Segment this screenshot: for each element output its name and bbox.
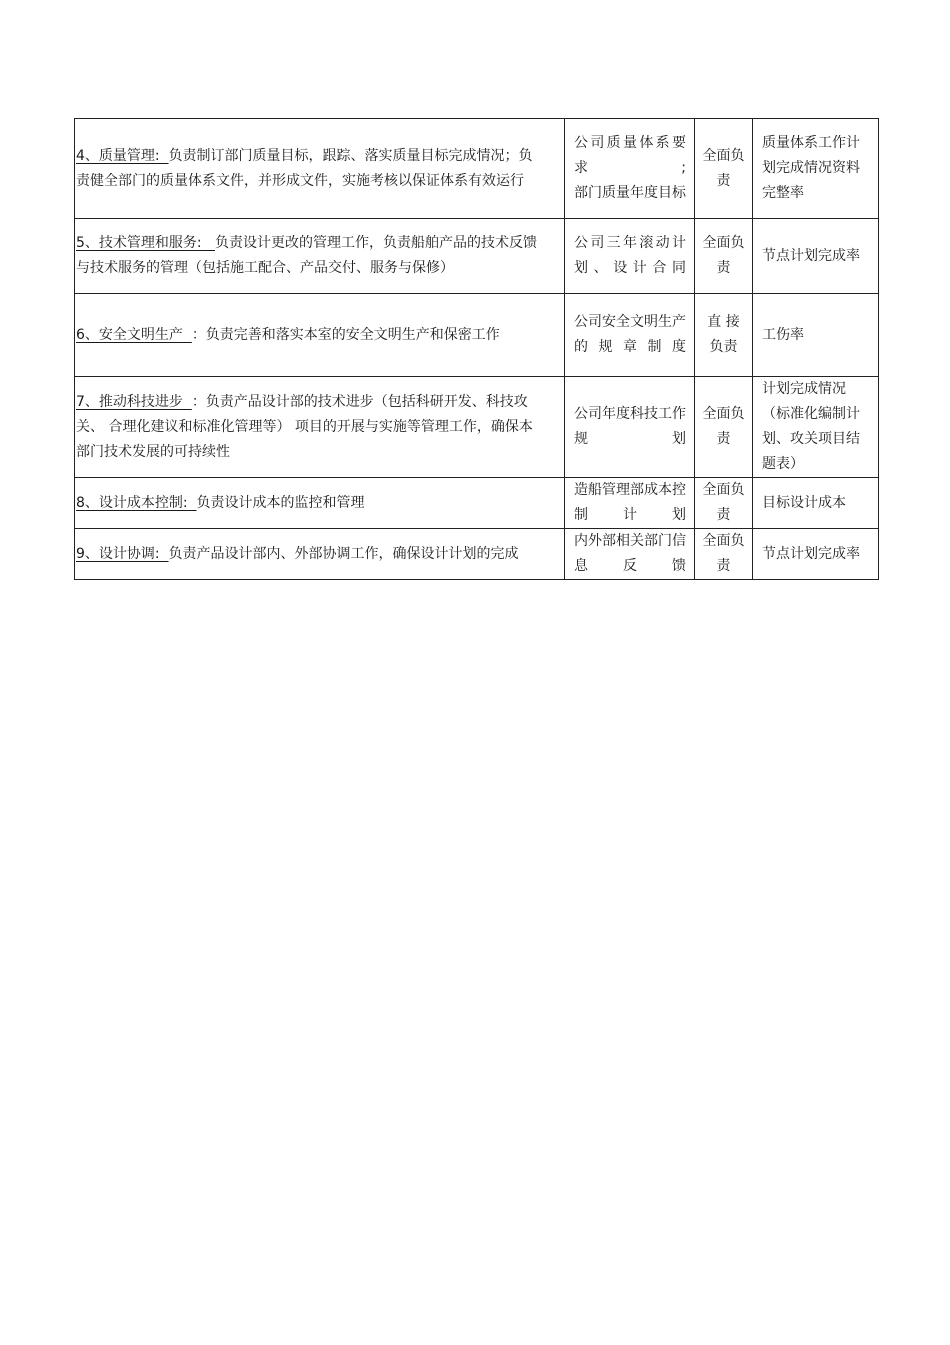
duty-responsibility-cell: 全面负责 (695, 377, 753, 478)
duty-responsibility-cell: 全面负责 (695, 478, 753, 529)
table-row (75, 529, 879, 580)
duty-assessment-cell: 质量体系工作计划完成情况资料完整率 (753, 119, 879, 219)
duty-assessment-cell: 工伤率 (753, 294, 879, 377)
duty-content-cell (75, 529, 565, 580)
duty-basis-cell: 公司年度科技工作规划 (565, 377, 695, 478)
duty-content-cell (75, 294, 565, 377)
duty-basis-cell: 公司安全文明生产的规章制度 (565, 294, 695, 377)
duty-basis-cell: 公司三年滚动计划、设计合同 (565, 219, 695, 294)
duty-title: 6、安全文明生产 (76, 326, 192, 343)
duty-description: ：负责完善和落实本室的安全文明生产和保密工作 (191, 326, 500, 343)
duty-basis-cell: 造船管理部成本控制计划 (565, 478, 695, 529)
duty-basis-line: 部门质量年度目标 (574, 185, 686, 201)
duty-content-cell (75, 478, 565, 529)
table-row (75, 377, 879, 478)
duty-responsibility-cell: 直 接负责 (695, 294, 753, 377)
table-row (75, 478, 879, 529)
table-row (75, 119, 879, 219)
table-row (75, 219, 879, 294)
duty-basis-cell (565, 119, 695, 219)
duty-description: 负责设计更改的管理工作，负责船舶产品的技术反馈与技术服务的管理（包括施工配合、产品交付、服务与保修） (76, 235, 537, 276)
duty-assessment-cell: 目标设计成本 (753, 478, 879, 529)
duty-assessment-cell: 计划完成情况（标准化编制计划、攻关项目结题表） (753, 377, 879, 478)
duty-content-cell (75, 119, 565, 219)
duty-basis-cell: 内外部相关部门信息反馈 (565, 529, 695, 580)
duty-description: 负责产品设计部内、外部协调工作，确保设计计划的完成 (168, 545, 519, 562)
table-row (75, 294, 879, 377)
duty-description: 负责制订部门质量目标，跟踪、落实质量目标完成情况；负责健全部门的质量体系文件，并形成文件，实施考核以保证体系有效运行 (76, 147, 533, 189)
duty-description: 负责设计成本的监控和管理 (196, 494, 365, 511)
duty-title: 7、推动科技进步 (76, 393, 192, 410)
duty-assessment-cell: 节点计划完成率 (753, 529, 879, 580)
duty-responsibility-cell: 全面负责 (695, 119, 753, 219)
duty-title: 9、设计协调: (76, 545, 169, 562)
duty-title: 5、技术管理和服务: (76, 235, 215, 251)
responsibility-table (74, 118, 879, 580)
duty-responsibility-cell: 全面负责 (695, 529, 753, 580)
duty-basis-line: 公司质量体系要求; (574, 135, 686, 176)
duty-assessment-cell: 节点计划完成率 (753, 219, 879, 294)
duty-description: ：负责产品设计部的技术进步（包括科研开发、科技攻关、 合理化建议和标准化管理等） 项目的开展与实施等管理工作，确保本部门技术发展的可持续性 (76, 393, 533, 460)
duty-title: 4、质量管理: (76, 147, 169, 164)
duty-responsibility-cell: 全面负责 (695, 219, 753, 294)
duty-content-cell (75, 377, 565, 478)
duty-title: 8、设计成本控制: (76, 494, 197, 511)
duty-content-cell (75, 219, 565, 294)
